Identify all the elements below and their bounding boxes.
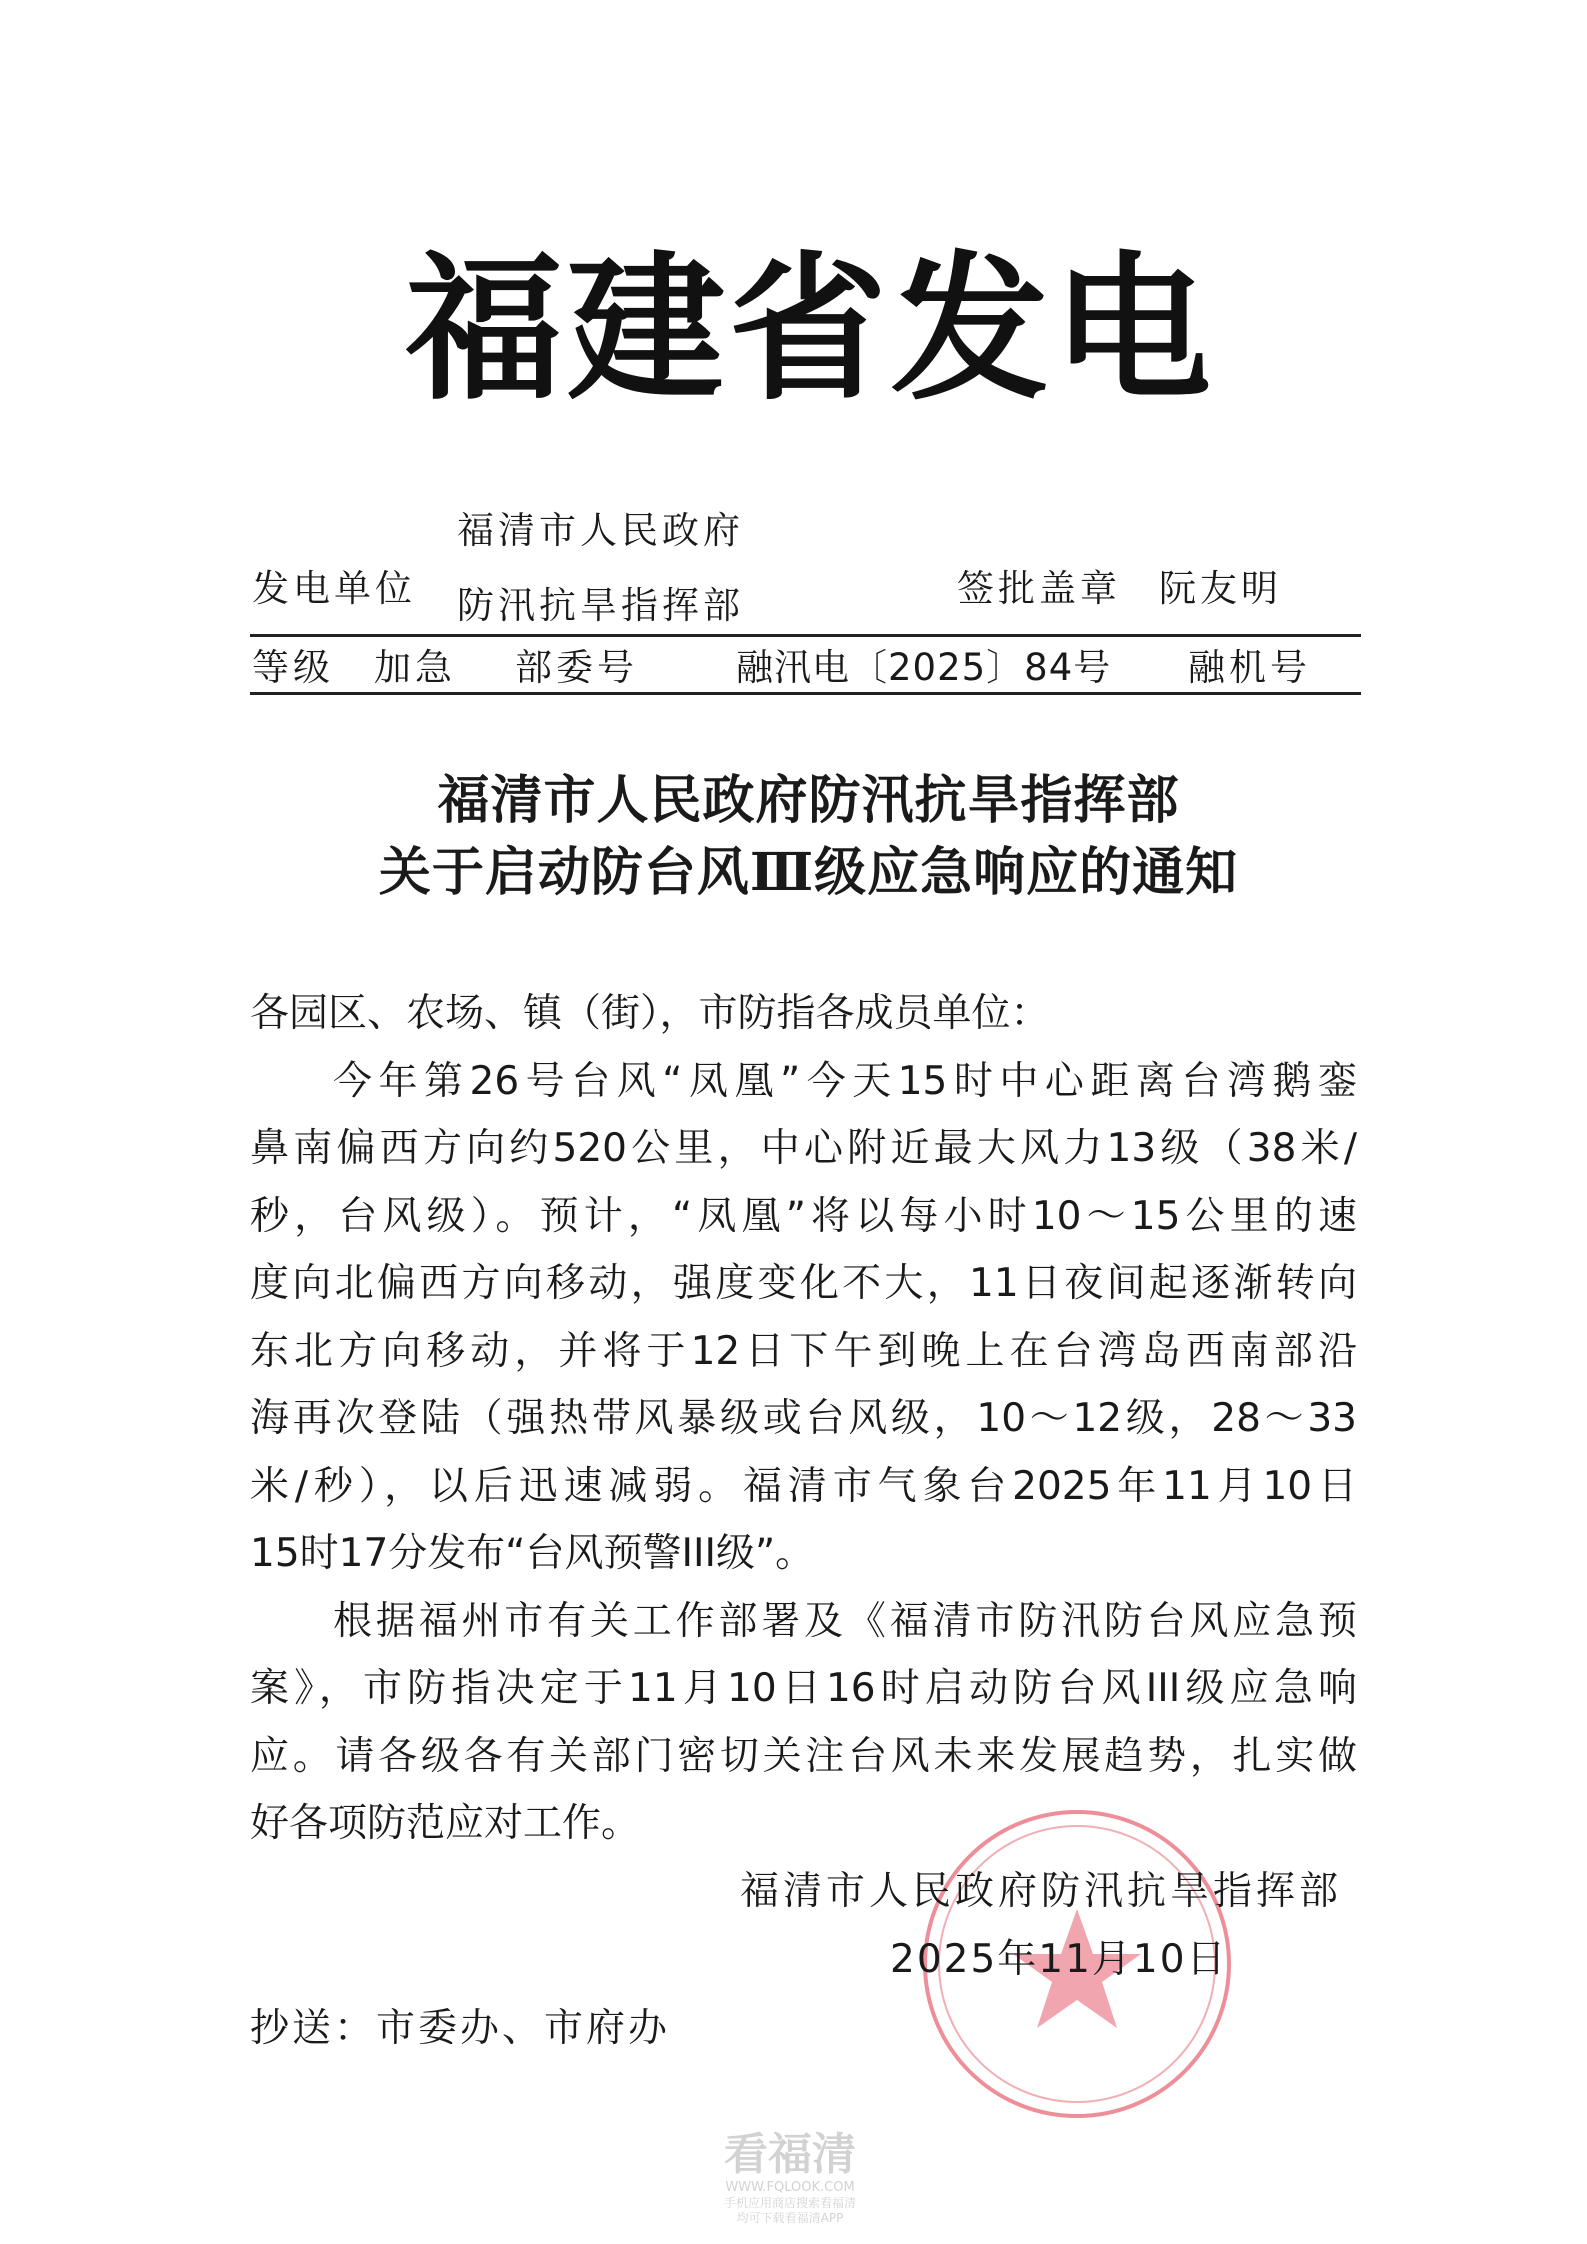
sender-line2: 防汛抗旱指挥部	[457, 584, 744, 627]
body-line: 应。请各级各有关部门密切关注台风未来发展趋势，扎实做	[250, 1734, 1357, 1779]
watermark-line1: 手机应用商店搜索看福清	[723, 2196, 856, 2210]
ministry-number-label: 部委号	[515, 646, 638, 689]
sender-line1: 福清市人民政府	[457, 509, 744, 552]
document-number: 融汛电〔2025〕84号	[736, 646, 1112, 689]
body-line: 鼻南偏西方向约520公里，中心附近最大风力13级（38米/	[250, 1126, 1357, 1171]
watermark-line2: 均可下载看福清APP	[736, 2211, 844, 2225]
signature-org: 福清市人民政府防汛抗旱指挥部	[740, 1869, 1343, 1914]
header-divider-top	[250, 634, 1361, 637]
machine-number-label: 融机号	[1188, 646, 1311, 689]
grade-value: 加急	[374, 646, 456, 689]
watermark	[705, 2130, 875, 2226]
watermark-brand: 看福清	[724, 2129, 856, 2180]
cc-line: 抄送：市委办、市府办	[250, 2006, 671, 2051]
grade-label: 等级	[252, 646, 334, 689]
body-line: 东北方向移动，并将于12日下午到晚上在台湾岛西南部沿	[250, 1329, 1357, 1374]
body-line: 秒，台风级）。预计，“凤凰”将以每小时10～15公里的速	[250, 1194, 1357, 1239]
document-title: 福建省发电	[405, 237, 1215, 422]
body-line: 案》，市防指决定于11月10日16时启动防台风III级应急响	[250, 1666, 1357, 1711]
signature-date: 2025年11月10日	[890, 1937, 1228, 1982]
body-line: 度向北偏西方向移动，强度变化不大，11日夜间起逐渐转向	[250, 1261, 1357, 1306]
notice-heading-line2: 关于启动防台风Ⅲ级应急响应的通知	[378, 842, 1239, 903]
body-line: 米/秒），以后迅速减弱。福清市气象台2025年11月10日	[250, 1464, 1357, 1509]
body-line: 好各项防范应对工作。	[250, 1801, 641, 1846]
approval-label: 签批盖章	[957, 567, 1121, 610]
header-divider-bottom	[250, 692, 1361, 695]
body-line: 海再次登陆（强热带风暴级或台风级，10～12级，28～33	[250, 1396, 1357, 1441]
salutation: 各园区、农场、镇（街），市防指各成员单位：	[250, 991, 1050, 1036]
notice-heading-line1: 福清市人民政府防汛抗旱指挥部	[437, 770, 1180, 831]
body-line: 根据福州市有关工作部署及《福清市防汛防台风应急预	[333, 1599, 1357, 1644]
body-line: 今年第26号台风“凤凰”今天15时中心距离台湾鹅銮	[333, 1059, 1357, 1104]
sender-label: 发电单位	[252, 567, 416, 610]
approver-name: 阮友明	[1159, 567, 1282, 610]
body-line: 15时17分发布“台风预警III级”。	[250, 1531, 815, 1576]
watermark-url: WWW.FQLOOK.COM	[725, 2180, 855, 2195]
